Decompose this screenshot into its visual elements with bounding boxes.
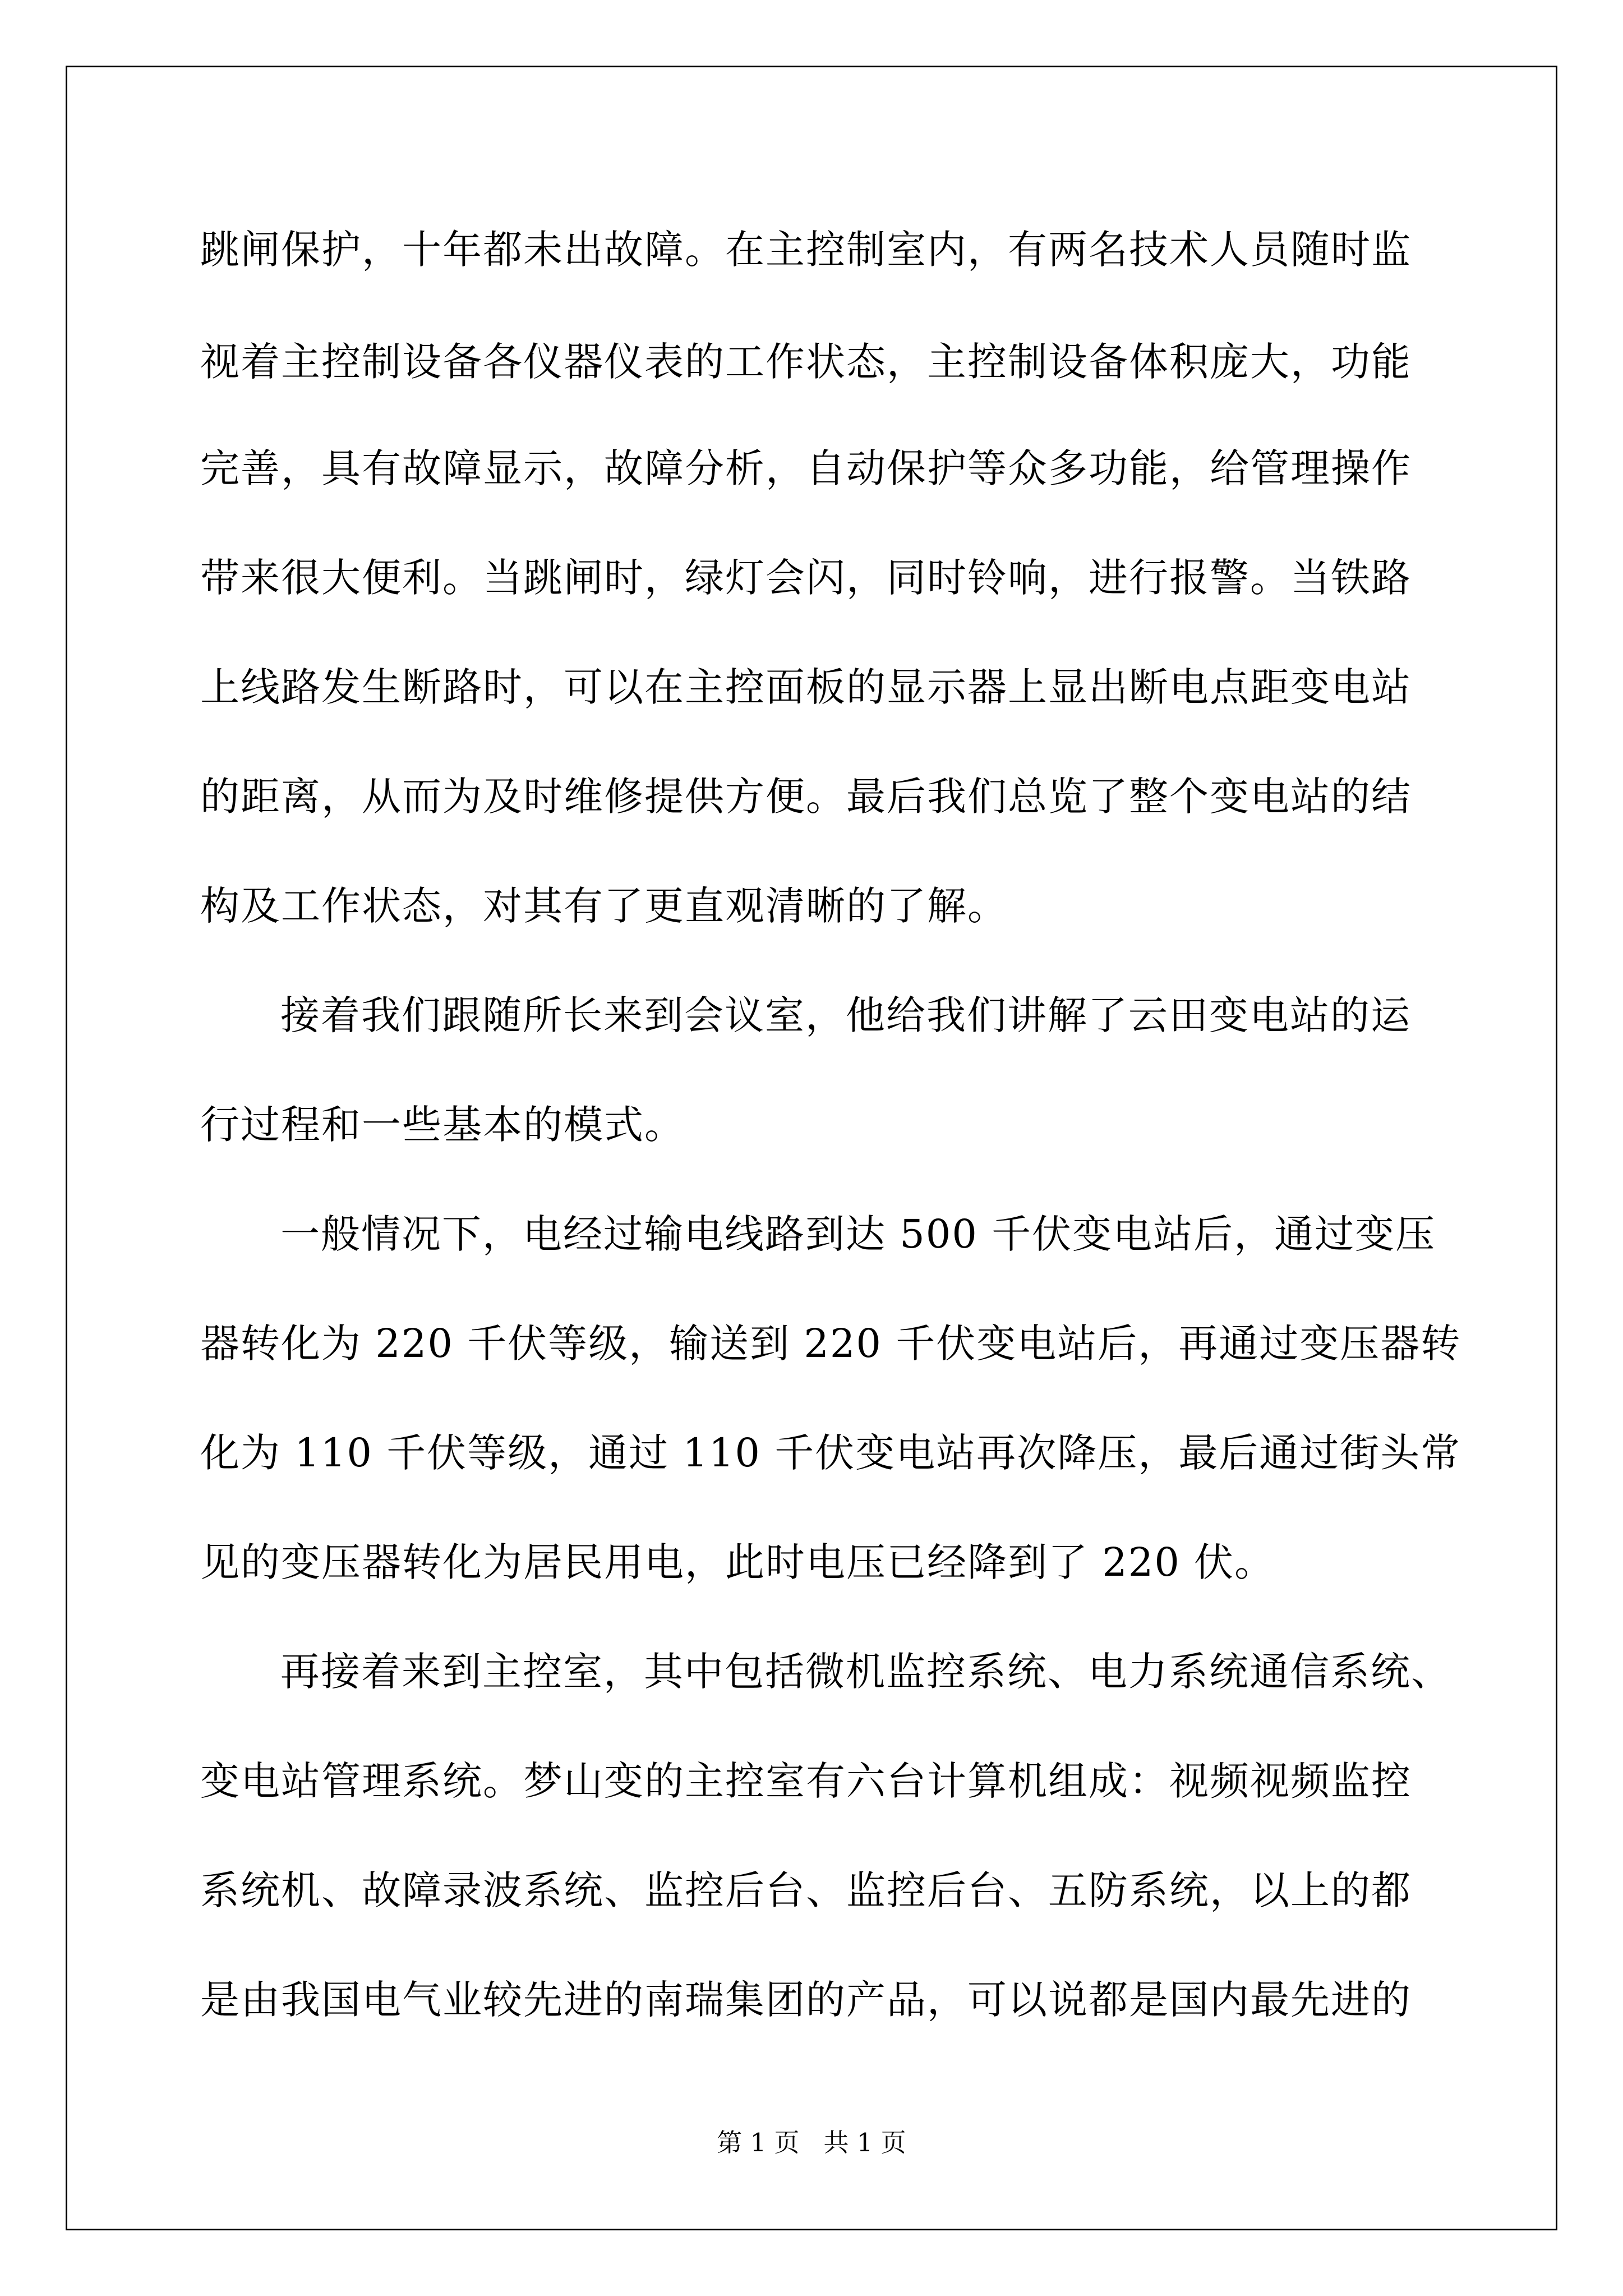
page-number-footer: 第 1 页 共 1 页 [717, 2128, 906, 2157]
text-line: 器转化为 220 千伏等级，输送到 220 千伏变电站后，再通过变压器转 [200, 1320, 1461, 1366]
text-line: 构及工作状态，对其有了更直观清晰的了解。 [200, 883, 1008, 929]
text-line: 上线路发生断路时，可以在主控面板的显示器上显出断电点距变电站 [200, 664, 1412, 710]
text-line: 跳闸保护，十年都未出故障。在主控制室内，有两名技术人员随时监 [200, 227, 1412, 273]
text-line: 完善，具有故障显示，故障分析，自动保护等众多功能，给管理操作 [200, 445, 1412, 491]
text-line: 化为 110 千伏等级，通过 110 千伏变电站再次降压，最后通过街头常 [200, 1430, 1461, 1476]
text-line: 系统机、故障录波系统、监控后台、监控后台、五防系统，以上的都 [200, 1867, 1412, 1913]
text-line: 一般情况下，电经过输电线路到达 500 千伏变电站后，通过变压 [280, 1211, 1436, 1257]
text-line: 视着主控制设备各仪器仪表的工作状态，主控制设备体积庞大，功能 [200, 339, 1412, 385]
text-line: 行过程和一些基本的模式。 [200, 1102, 685, 1148]
text-line: 的距离，从而为及时维修提供方便。最后我们总览了整个变电站的结 [200, 774, 1412, 820]
text-line: 再接着来到主控室，其中包括微机监控系统、电力系统通信系统、 [280, 1649, 1451, 1695]
text-line: 变电站管理系统。梦山变的主控室有六台计算机组成：视频视频监控 [200, 1758, 1412, 1804]
text-line: 是由我国电气业较先进的南瑞集团的产品，可以说都是国内最先进的 [200, 1977, 1412, 2023]
text-line: 见的变压器转化为居民用电，此时电压已经降到了 220 伏。 [200, 1539, 1275, 1585]
text-line: 接着我们跟随所长来到会议室，他给我们讲解了云田变电站的运 [280, 992, 1411, 1038]
text-line: 带来很大便利。当跳闸时，绿灯会闪，同时铃响，进行报警。当铁路 [200, 555, 1412, 601]
